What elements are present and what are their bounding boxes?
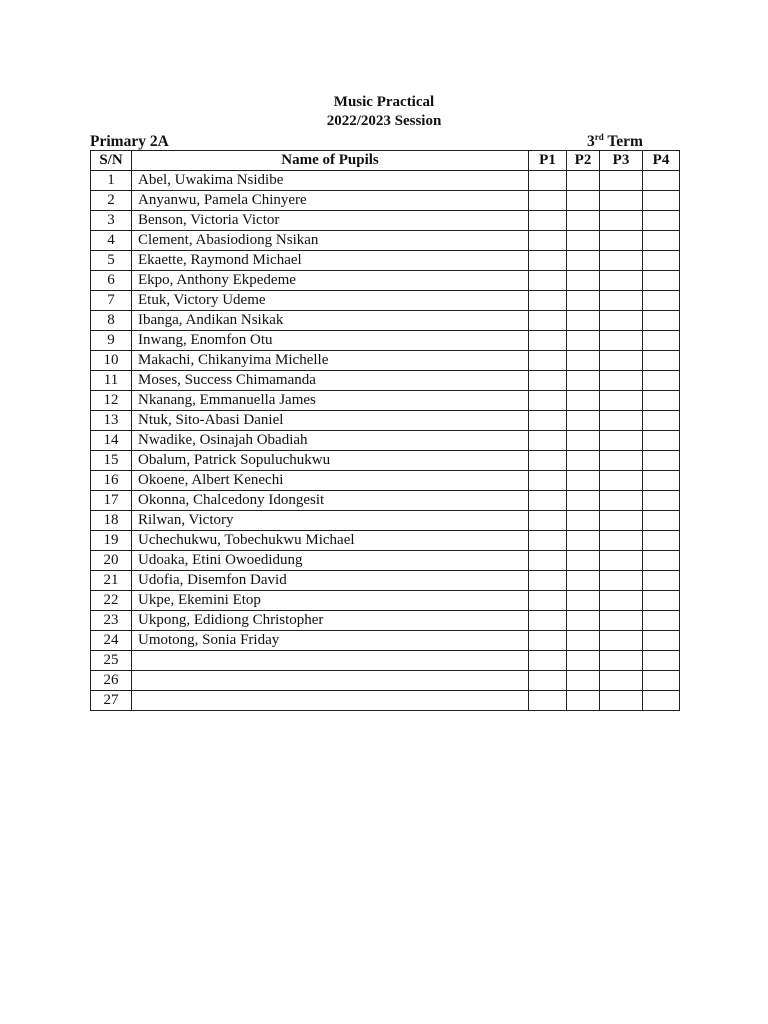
row-sn: 4 (91, 231, 132, 251)
table-row (91, 311, 680, 331)
header-p2: P2 (567, 151, 600, 171)
row-p1-cell (529, 191, 567, 211)
row-p2-cell (567, 251, 600, 271)
table-row (91, 271, 680, 291)
row-p4-cell (643, 671, 680, 691)
row-p1-cell (529, 311, 567, 331)
row-pupil-name: Nkanang, Emmanuella James (132, 391, 529, 411)
row-p1-cell (529, 251, 567, 271)
row-p2-cell (567, 351, 600, 371)
row-p3-cell (600, 571, 643, 591)
row-p4-cell (643, 471, 680, 491)
row-p3-cell (600, 431, 643, 451)
row-pupil-name: Inwang, Enomfon Otu (132, 331, 529, 351)
row-p3-cell (600, 531, 643, 551)
row-p4-cell (643, 411, 680, 431)
row-sn: 12 (91, 391, 132, 411)
row-pupil-name: Udofia, Disemfon David (132, 571, 529, 591)
row-p3-cell (600, 371, 643, 391)
row-p3-cell (600, 291, 643, 311)
row-p3-cell (600, 331, 643, 351)
table-row (91, 511, 680, 531)
row-sn: 14 (91, 431, 132, 451)
row-p2-cell (567, 211, 600, 231)
row-p2-cell (567, 431, 600, 451)
row-p4-cell (643, 651, 680, 671)
table-row (91, 291, 680, 311)
row-pupil-name: Uchechukwu, Tobechukwu Michael (132, 531, 529, 551)
row-p4-cell (643, 631, 680, 651)
row-p2-cell (567, 551, 600, 571)
row-p2-cell (567, 391, 600, 411)
row-p1-cell (529, 411, 567, 431)
term-number: 3 (587, 133, 595, 150)
row-p1-cell (529, 591, 567, 611)
row-pupil-name: Okoene, Albert Kenechi (132, 471, 529, 491)
row-p1-cell (529, 271, 567, 291)
row-p3-cell (600, 311, 643, 331)
row-p4-cell (643, 451, 680, 471)
table-row (91, 611, 680, 631)
row-p2-cell (567, 291, 600, 311)
row-p2-cell (567, 591, 600, 611)
row-pupil-name: Rilwan, Victory (132, 511, 529, 531)
row-sn: 2 (91, 191, 132, 211)
row-sn: 11 (91, 371, 132, 391)
row-p2-cell (567, 411, 600, 431)
header-name: Name of Pupils (132, 151, 529, 171)
row-p4-cell (643, 171, 680, 191)
row-pupil-name: Moses, Success Chimamanda (132, 371, 529, 391)
row-p1-cell (529, 391, 567, 411)
row-pupil-name: Anyanwu, Pamela Chinyere (132, 191, 529, 211)
row-p2-cell (567, 571, 600, 591)
row-sn: 9 (91, 331, 132, 351)
row-p1-cell (529, 511, 567, 531)
row-pupil-name: Ekpo, Anthony Ekpedeme (132, 271, 529, 291)
row-p4-cell (643, 511, 680, 531)
row-p4-cell (643, 291, 680, 311)
row-sn: 7 (91, 291, 132, 311)
table-row (91, 171, 680, 191)
row-p1-cell (529, 531, 567, 551)
row-p1-cell (529, 291, 567, 311)
table-row (91, 211, 680, 231)
row-pupil-name: Okonna, Chalcedony Idongesit (132, 491, 529, 511)
table-row (91, 331, 680, 351)
row-pupil-name: Benson, Victoria Victor (132, 211, 529, 231)
row-p3-cell (600, 591, 643, 611)
row-pupil-name: Ukpe, Ekemini Etop (132, 591, 529, 611)
table-row (91, 691, 680, 711)
row-p2-cell (567, 671, 600, 691)
row-p3-cell (600, 411, 643, 431)
row-p3-cell (600, 491, 643, 511)
row-p4-cell (643, 551, 680, 571)
row-sn: 16 (91, 471, 132, 491)
row-p4-cell (643, 431, 680, 451)
row-pupil-name: Ekaette, Raymond Michael (132, 251, 529, 271)
header-p1: P1 (529, 151, 567, 171)
row-p1-cell (529, 451, 567, 471)
row-p3-cell (600, 231, 643, 251)
row-p3-cell (600, 171, 643, 191)
row-p4-cell (643, 691, 680, 711)
row-p3-cell (600, 251, 643, 271)
row-sn: 3 (91, 211, 132, 231)
table-row (91, 431, 680, 451)
row-p3-cell (600, 691, 643, 711)
row-p2-cell (567, 511, 600, 531)
session-label: 2022/2023 Session (326, 113, 442, 129)
term-label (587, 132, 643, 151)
table-row (91, 571, 680, 591)
row-pupil-name: Etuk, Victory Udeme (132, 291, 529, 311)
row-p4-cell (643, 351, 680, 371)
table-row (91, 371, 680, 391)
row-p1-cell (529, 351, 567, 371)
row-p4-cell (643, 611, 680, 631)
row-pupil-name: Ukpong, Edidiong Christopher (132, 611, 529, 631)
term-word: Term (607, 133, 643, 150)
row-sn: 23 (91, 611, 132, 631)
row-p2-cell (567, 651, 600, 671)
row-sn: 21 (91, 571, 132, 591)
header-p3: P3 (600, 151, 643, 171)
row-p3-cell (600, 271, 643, 291)
class-label: Primary 2A (90, 133, 169, 150)
row-pupil-name: Umotong, Sonia Friday (132, 631, 529, 651)
row-sn: 25 (91, 651, 132, 671)
row-pupil-name: Ibanga, Andikan Nsikak (132, 311, 529, 331)
row-p1-cell (529, 211, 567, 231)
row-p3-cell (600, 511, 643, 531)
row-p3-cell (600, 391, 643, 411)
table-row (91, 491, 680, 511)
row-pupil-name (132, 671, 529, 691)
row-p2-cell (567, 331, 600, 351)
row-pupil-name: Obalum, Patrick Sopuluchukwu (132, 451, 529, 471)
document-title: Music Practical (333, 94, 435, 110)
row-sn: 1 (91, 171, 132, 191)
header-p4: P4 (643, 151, 680, 171)
table-row (91, 471, 680, 491)
term-suffix: rd (594, 132, 604, 142)
row-sn: 17 (91, 491, 132, 511)
row-p4-cell (643, 571, 680, 591)
row-p1-cell (529, 631, 567, 651)
row-p1-cell (529, 491, 567, 511)
row-p4-cell (643, 531, 680, 551)
row-p4-cell (643, 311, 680, 331)
table-row (91, 531, 680, 551)
row-p2-cell (567, 531, 600, 551)
row-p1-cell (529, 611, 567, 631)
row-p2-cell (567, 611, 600, 631)
row-p4-cell (643, 591, 680, 611)
table-row (91, 411, 680, 431)
row-p2-cell (567, 451, 600, 471)
table-row (91, 351, 680, 371)
row-p1-cell (529, 431, 567, 451)
row-p4-cell (643, 191, 680, 211)
row-p1-cell (529, 671, 567, 691)
row-sn: 27 (91, 691, 132, 711)
row-pupil-name: Udoaka, Etini Owoedidung (132, 551, 529, 571)
row-p3-cell (600, 211, 643, 231)
table-row (91, 651, 680, 671)
row-p2-cell (567, 371, 600, 391)
row-sn: 8 (91, 311, 132, 331)
row-p4-cell (643, 251, 680, 271)
row-sn: 13 (91, 411, 132, 431)
row-pupil-name: Clement, Abasiodiong Nsikan (132, 231, 529, 251)
row-pupil-name: Makachi, Chikanyima Michelle (132, 351, 529, 371)
row-p3-cell (600, 551, 643, 571)
row-p4-cell (643, 331, 680, 351)
row-sn: 20 (91, 551, 132, 571)
row-p2-cell (567, 171, 600, 191)
row-p4-cell (643, 371, 680, 391)
row-p2-cell (567, 471, 600, 491)
row-p2-cell (567, 271, 600, 291)
row-p3-cell (600, 651, 643, 671)
table-row (91, 631, 680, 651)
row-sn: 26 (91, 671, 132, 691)
table-row (91, 251, 680, 271)
row-pupil-name (132, 691, 529, 711)
row-sn: 10 (91, 351, 132, 371)
row-p3-cell (600, 671, 643, 691)
row-p3-cell (600, 191, 643, 211)
row-p3-cell (600, 451, 643, 471)
row-sn: 19 (91, 531, 132, 551)
table-row (91, 191, 680, 211)
row-p2-cell (567, 311, 600, 331)
row-p3-cell (600, 471, 643, 491)
row-sn: 24 (91, 631, 132, 651)
row-p2-cell (567, 231, 600, 251)
row-p1-cell (529, 231, 567, 251)
row-p1-cell (529, 471, 567, 491)
header-sn: S/N (91, 151, 132, 171)
row-p2-cell (567, 691, 600, 711)
table-header-row (91, 151, 680, 171)
row-p1-cell (529, 171, 567, 191)
row-pupil-name: Ntuk, Sito-Abasi Daniel (132, 411, 529, 431)
row-p2-cell (567, 631, 600, 651)
row-sn: 15 (91, 451, 132, 471)
table-row (91, 591, 680, 611)
row-p4-cell (643, 391, 680, 411)
row-p1-cell (529, 371, 567, 391)
table-row (91, 551, 680, 571)
row-sn: 22 (91, 591, 132, 611)
table-row (91, 231, 680, 251)
row-p1-cell (529, 651, 567, 671)
row-sn: 5 (91, 251, 132, 271)
table-body (91, 171, 680, 711)
row-p4-cell (643, 271, 680, 291)
row-p4-cell (643, 231, 680, 251)
table-row (91, 451, 680, 471)
row-p2-cell (567, 191, 600, 211)
row-p1-cell (529, 691, 567, 711)
row-pupil-name: Nwadike, Osinajah Obadiah (132, 431, 529, 451)
row-p4-cell (643, 491, 680, 511)
row-sn: 6 (91, 271, 132, 291)
row-p3-cell (600, 611, 643, 631)
row-p3-cell (600, 351, 643, 371)
row-p1-cell (529, 551, 567, 571)
row-pupil-name (132, 651, 529, 671)
row-pupil-name: Abel, Uwakima Nsidibe (132, 171, 529, 191)
row-p3-cell (600, 631, 643, 651)
row-sn: 18 (91, 511, 132, 531)
table-row (91, 391, 680, 411)
row-p4-cell (643, 211, 680, 231)
row-p1-cell (529, 331, 567, 351)
pupils-table (90, 150, 680, 711)
table-row (91, 671, 680, 691)
row-p2-cell (567, 491, 600, 511)
row-p1-cell (529, 571, 567, 591)
